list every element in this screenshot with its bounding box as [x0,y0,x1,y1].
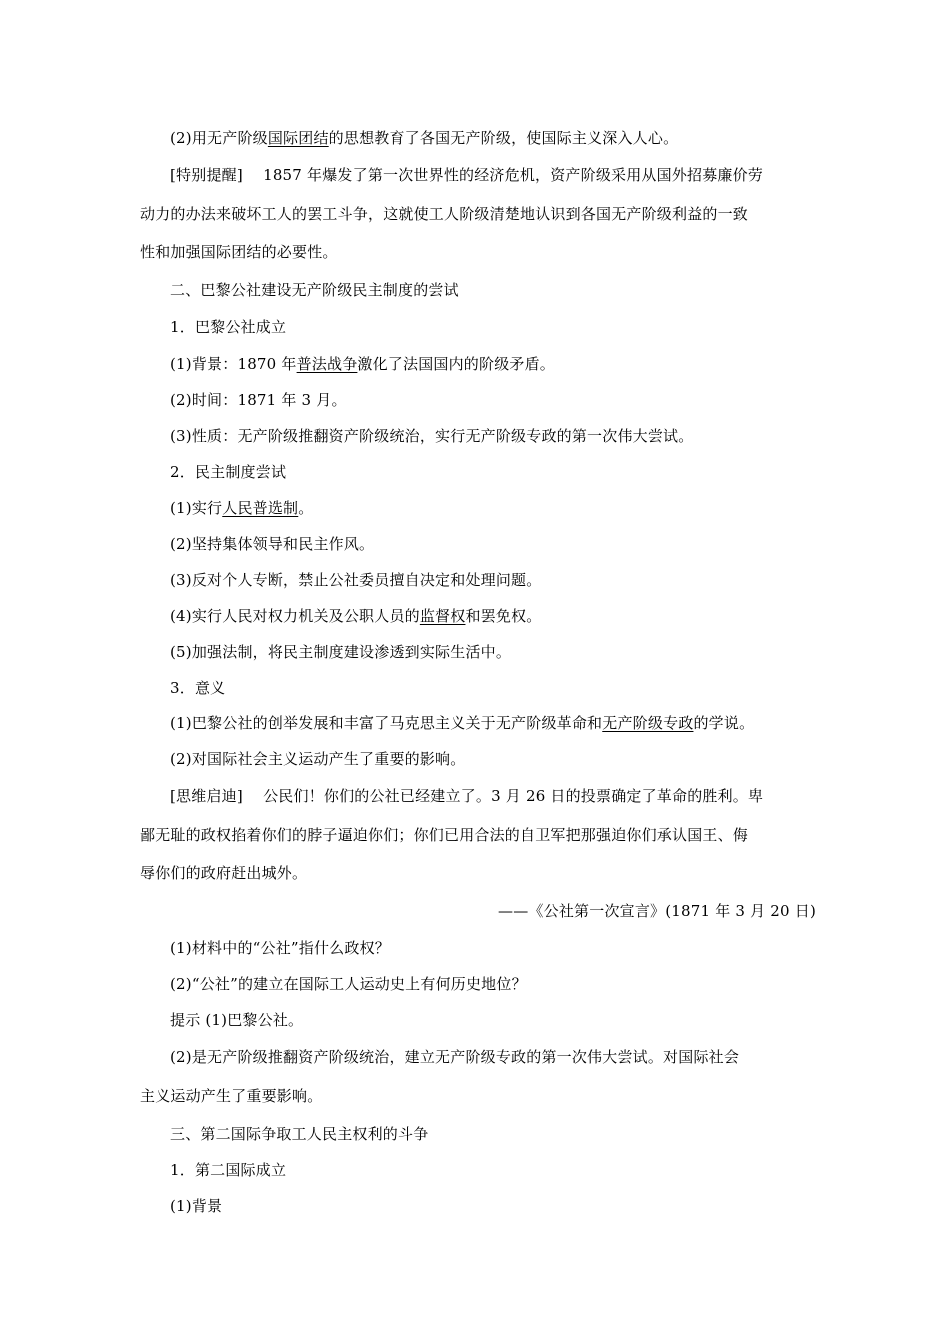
item-universal-suffrage: (1)实行人民普选制。 [170,499,314,517]
underlined-term: 人民普选制 [222,499,299,517]
thinking-inspiration-line-2: 鄙无耻的政权掐着你们的脖子逼迫你们；你们已用合法的自卫军把那强迫你们承认国王、侮 [140,826,749,844]
item-significance-1: (1)巴黎公社的创举发展和丰富了马克思主义关于无产阶级革命和无产阶级专政的学说。 [170,714,755,732]
special-reminder-line-1: [特别提醒] 1857 年爆发了第一次世界性的经济危机，资产阶级采用从国外招募廉价劳 [170,166,764,184]
special-reminder-line-2: 动力的办法来破坏工人的罢工斗争，这就使工人阶级清楚地认识到各国无产阶级利益的一致 [140,205,749,223]
section-heading-paris-commune: 二、巴黎公社建设无产阶级民主制度的尝试 [170,281,459,299]
item-significance-2: (2)对国际社会主义运动产生了重要的影响。 [170,750,466,768]
item-oppose-autocracy: (3)反对个人专断，禁止公社委员擅自决定和处理问题。 [170,571,542,589]
item-background: (1)背景：1870 年普法战争激化了法国国内的阶级矛盾。 [170,355,556,373]
underlined-term: 监督权 [419,607,466,625]
item-background-3: (1)背景 [170,1197,223,1215]
question-1: (1)材料中的“公社”指什么政权？ [170,939,390,957]
thinking-inspiration-line-3: 辱你们的政府赶出城外。 [140,864,308,882]
subheading-democracy-attempt: 2．民主制度尝试 [170,463,287,481]
subheading-significance: 3．意义 [170,679,226,697]
item-collective-leadership: (2)坚持集体领导和民主作风。 [170,535,375,553]
special-reminder-line-3: 性和加强国际团结的必要性。 [140,243,338,261]
subheading-commune-founded: 1．巴黎公社成立 [170,318,287,336]
item-nature: (3)性质：无产阶级推翻资产阶级统治，实行无产阶级专政的第一次伟大尝试。 [170,427,694,445]
section-heading-second-international: 三、第二国际争取工人民主权利的斗争 [170,1125,429,1143]
paragraph-international-unity: (2)用无产阶级国际团结的思想教育了各国无产阶级，使国际主义深入人心。 [170,129,679,147]
thinking-inspiration-line-1: [思维启迪] 公民们！你们的公社已经建立了。3 月 26 日的投票确定了革命的胜利。卑 [170,787,764,805]
quote-source: ——《公社第一次宣言》(1871 年 3 月 20 日) [498,902,816,920]
underlined-term: 普法战争 [296,355,358,373]
underlined-term: 国际团结 [267,129,329,147]
item-time: (2)时间：1871 年 3 月。 [170,391,347,409]
hint-answer-2-line-1: (2)是无产阶级推翻资产阶级统治，建立无产阶级专政的第一次伟大尝试。对国际社会 [170,1048,740,1066]
item-rule-of-law: (5)加强法制，将民主制度建设渗透到实际生活中。 [170,643,512,661]
item-supervision-right: (4)实行人民对权力机关及公职人员的监督权和罢免权。 [170,607,542,625]
hint-answer-1: 提示 (1)巴黎公社。 [170,1011,304,1029]
hint-answer-2-line-2: 主义运动产生了重要影响。 [140,1087,323,1105]
subheading-second-international-founded: 1．第二国际成立 [170,1161,287,1179]
question-2: (2)“公社”的建立在国际工人运动史上有何历史地位？ [170,975,527,993]
underlined-term: 无产阶级专政 [602,714,694,732]
